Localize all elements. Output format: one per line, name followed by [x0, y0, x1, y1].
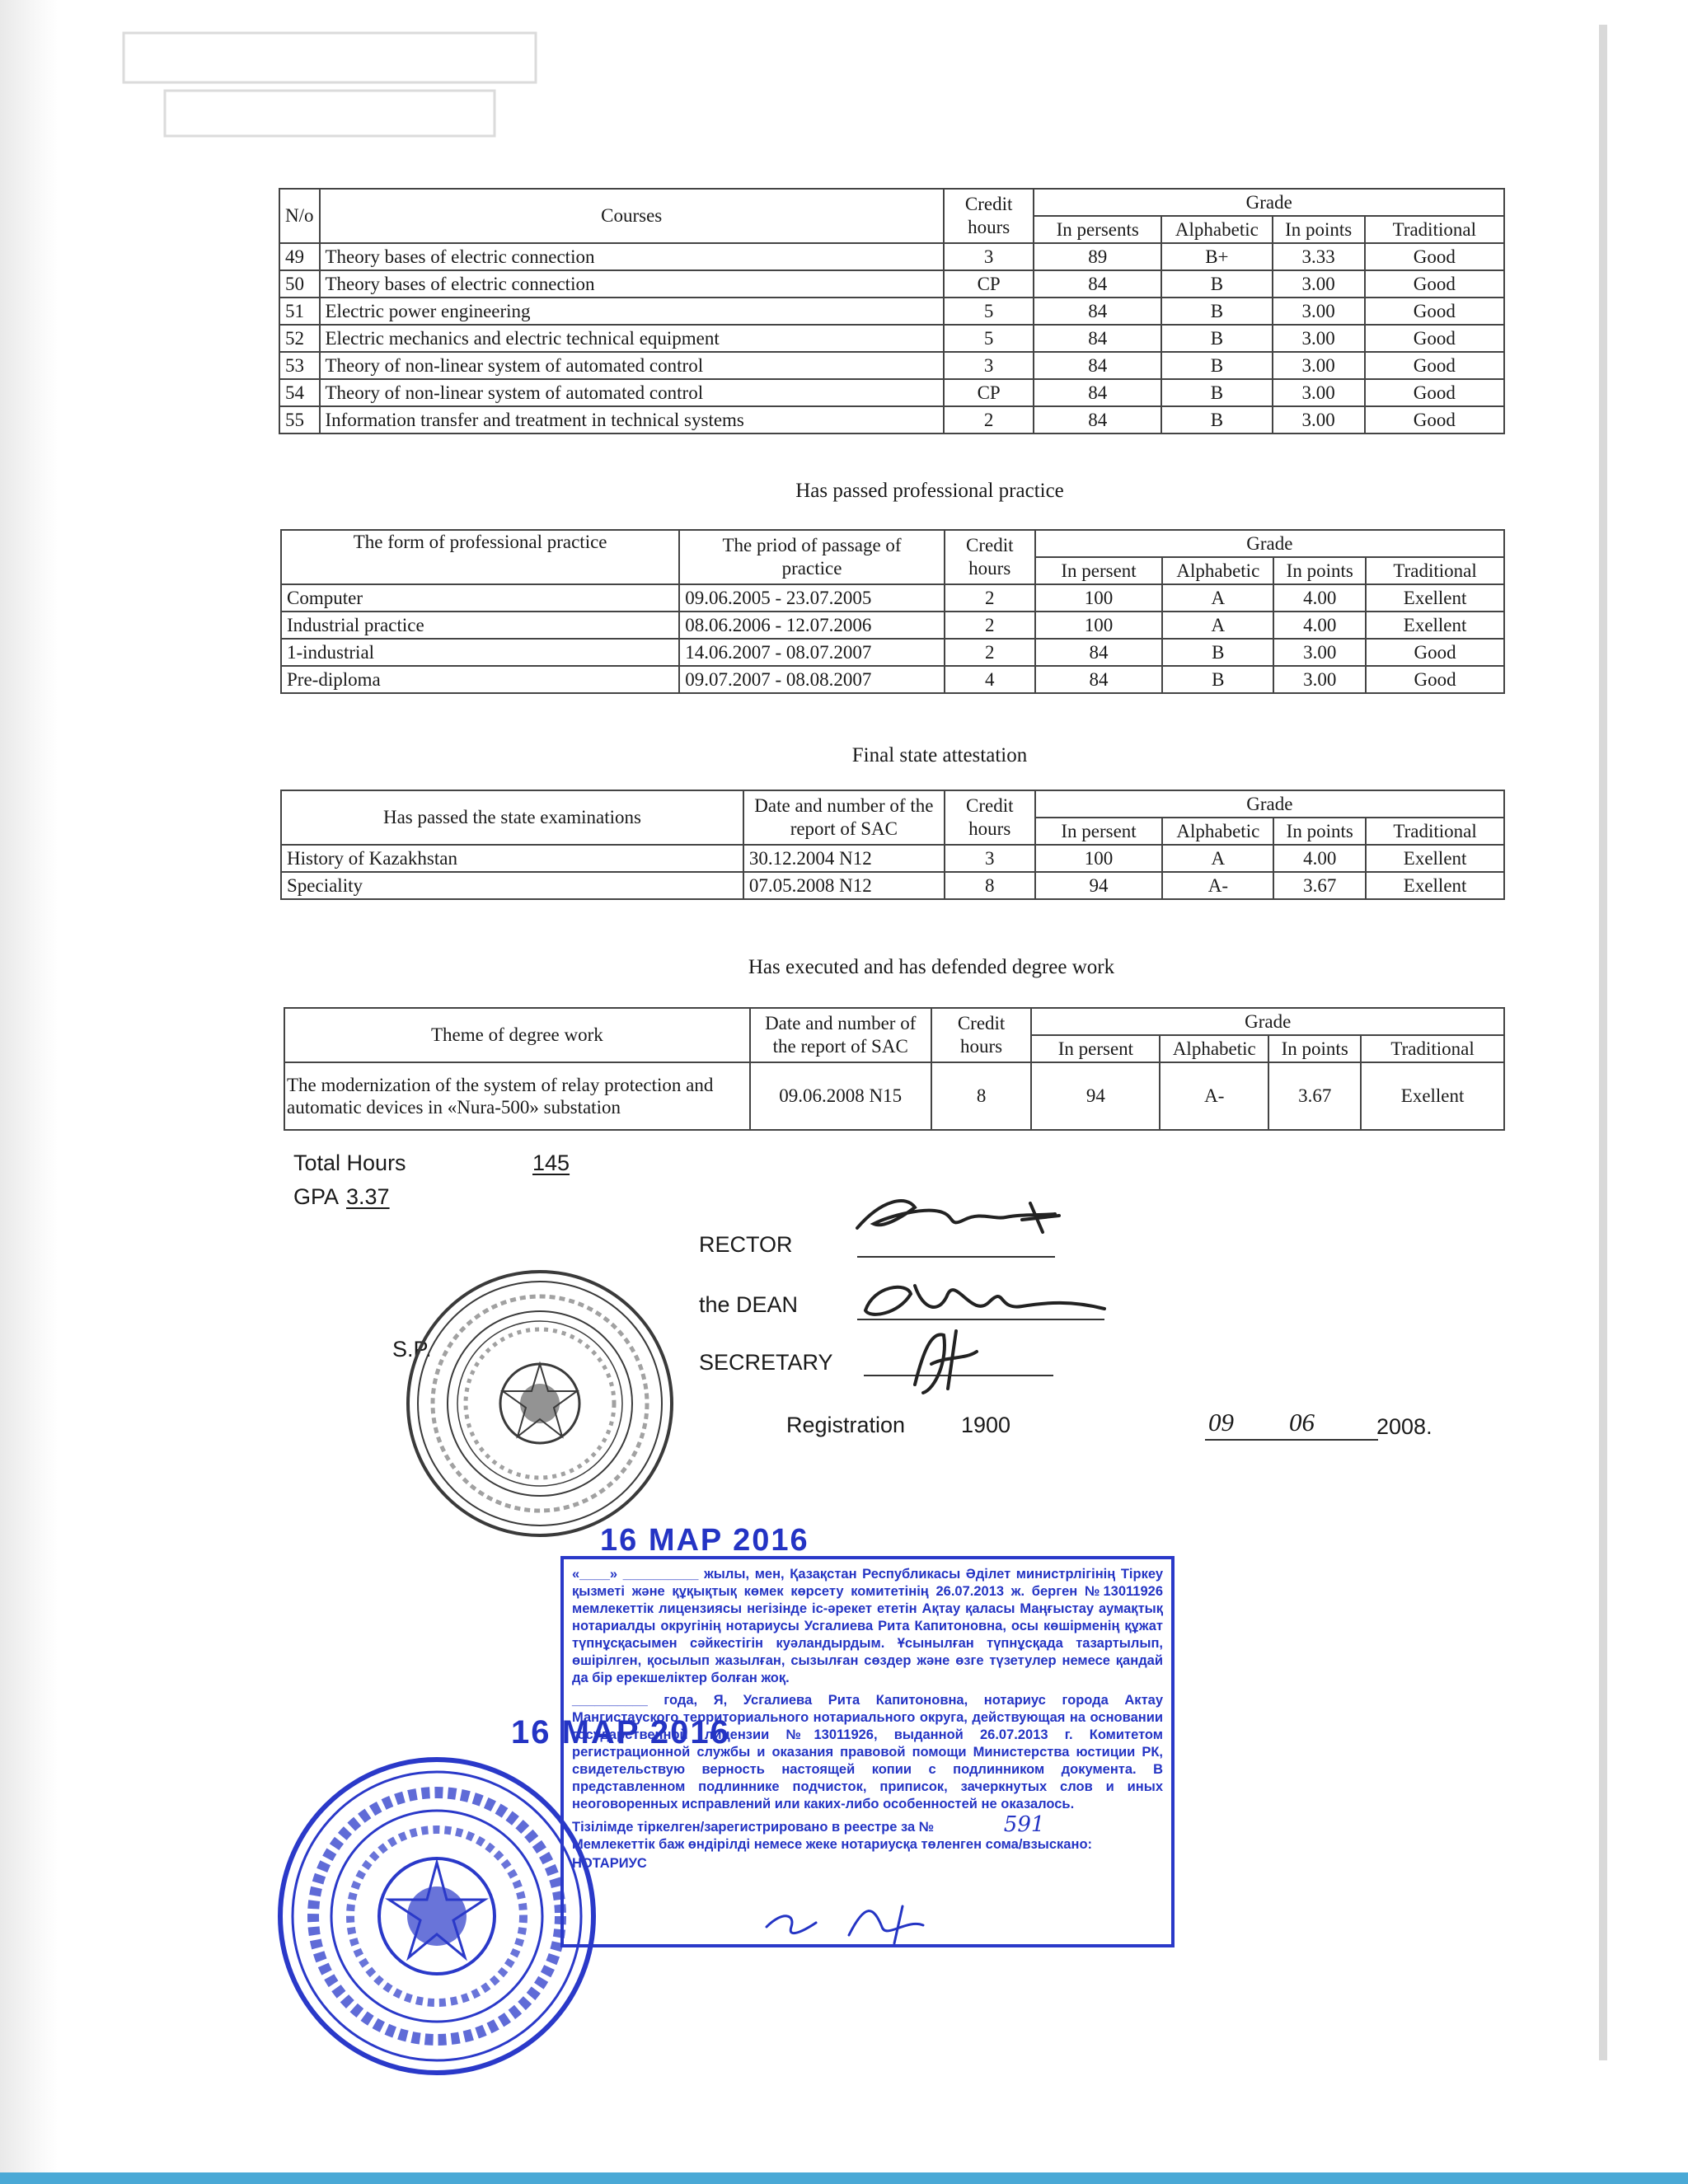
- cell-trad: Exellent: [1361, 1062, 1504, 1130]
- registration-month: 06: [1289, 1408, 1315, 1436]
- table-row: [279, 406, 1504, 434]
- header-in-points: In points: [1273, 216, 1365, 243]
- notary-certification-block: [560, 1556, 1175, 1947]
- header-credit-line2: hours: [960, 1036, 1003, 1057]
- cell-alpha: A: [1162, 584, 1273, 612]
- header-exams: Has passed the state examinations: [281, 790, 743, 845]
- header-credit: [931, 1008, 1032, 1062]
- header-credit-line1: Credit: [965, 795, 1014, 816]
- cell-theme-line1: The modernization of the system of relay protection and: [287, 1075, 714, 1095]
- cell-alpha: B: [1161, 352, 1273, 379]
- cell-percent: 84: [1034, 352, 1161, 379]
- cell-percent: 84: [1035, 639, 1163, 666]
- practice-title: Has passed professional practice: [795, 480, 1064, 502]
- table-row: [281, 612, 1504, 639]
- rector-label: RECTOR: [699, 1232, 793, 1257]
- header-no: N/o: [279, 189, 320, 243]
- cell-credit: 3: [944, 352, 1034, 379]
- header-in-percent: In persent: [1035, 818, 1163, 845]
- cell-theme: [284, 1062, 750, 1130]
- cell-percent: 100: [1035, 612, 1163, 639]
- cell-period: 08.06.2006 - 12.07.2006: [679, 612, 945, 639]
- cell-exam: History of Kazakhstan: [281, 845, 743, 872]
- cell-points: 3.00: [1273, 379, 1365, 406]
- cell-points: 3.00: [1273, 666, 1366, 693]
- cell-alpha: B: [1161, 379, 1273, 406]
- cell-period: 14.06.2007 - 08.07.2007: [679, 639, 945, 666]
- header-in-points: In points: [1273, 818, 1366, 845]
- header-credit-line1: Credit: [965, 535, 1014, 555]
- cell-form: Industrial practice: [281, 612, 679, 639]
- notary-text-kazakh: «____» __________ жылы, мен, Қазақстан Республикасы Әділет министрлігінің Тіркеу қызметі және құқықтық көмек көрсету комитетінің 26.07.2013 ж. берген №13011926 мемлекеттік лицензиясы негізінде іс-әрекет ететін Ақтау қаласы Маңғыстау аумақтық нотариалды округінің нотариусы Усгалиева Рита Капитоновна, осы көшірменің құжат түпнұсқасымен сәйкестігін куәландырдым. Ұсынылған түпнұсқада тазартылып, өшірілген, қосылып жазылған, сызылған сөздер және өзге түзетулер немесе қандай да бір ерекшеліктер болған жоқ.: [572, 1567, 1163, 1685]
- header-date: [750, 1008, 931, 1062]
- cell-no: 53: [279, 352, 320, 379]
- header-grade: Grade: [1034, 189, 1504, 216]
- scan-edge-bottom: [0, 2172, 1688, 2184]
- cell-alpha: B: [1161, 270, 1273, 298]
- cell-credit: 2: [945, 612, 1035, 639]
- cell-percent: 100: [1035, 845, 1163, 872]
- header-period-line1: The priod of passage of: [722, 535, 902, 555]
- cell-alpha: A-: [1162, 872, 1273, 899]
- cell-trad: Good: [1365, 270, 1504, 298]
- cell-course: Theory of non-linear system of automated control: [320, 379, 944, 406]
- cell-trad: Good: [1365, 325, 1504, 352]
- total-hours-value: 145: [532, 1151, 570, 1175]
- cell-credit: 2: [945, 584, 1035, 612]
- notary-label: НОТАРИУС: [572, 1856, 647, 1871]
- cell-date: 09.06.2008 N15: [750, 1062, 931, 1130]
- cell-form: Computer: [281, 584, 679, 612]
- cell-points: 3.67: [1268, 1062, 1361, 1130]
- rector-sign-line: [857, 1256, 1055, 1258]
- notary-text-russian: __________ года, Я, Усгалиева Рита Капитоновна, нотариус города Актау Мангистауского территориального нотариального округа, действующая на основании государственной лицензии №13011926, выданной 26.07.2013 г. Комитетом регистрационной службы и оказания правовой помощи Министерства юстиции РК, свидетельствую верность настоящей копии с подлинником документа. В представленном подлиннике подчисток, приписок, зачеркнутых слов и иных неоговоренных исправлений или каких-либо особенностей не оказалось.: [572, 1693, 1163, 1811]
- header-traditional: Traditional: [1366, 818, 1504, 845]
- header-traditional: Traditional: [1361, 1035, 1504, 1062]
- cell-exam: Speciality: [281, 872, 743, 899]
- cell-no: 54: [279, 379, 320, 406]
- table-row: [284, 1062, 1504, 1130]
- cell-course: Theory bases of electric connection: [320, 270, 944, 298]
- cell-trad: Good: [1366, 639, 1504, 666]
- cell-points: 4.00: [1273, 845, 1366, 872]
- header-in-percent: In persent: [1035, 557, 1163, 584]
- degree-title: Has executed and has defended degree work: [748, 956, 1115, 978]
- cell-alpha: A-: [1160, 1062, 1268, 1130]
- cell-form: Pre-diploma: [281, 666, 679, 693]
- cell-alpha: B: [1161, 325, 1273, 352]
- header-grade: Grade: [1031, 1008, 1504, 1035]
- cell-credit: 8: [931, 1062, 1032, 1130]
- notary-registry-line: [572, 1812, 1163, 1837]
- total-hours-label: Total Hours: [293, 1151, 406, 1175]
- notary-date-stamp-mid: 16 MAP 2016: [511, 1714, 730, 1750]
- cell-points: 3.00: [1273, 298, 1365, 325]
- header-date-line2: report of SAC: [790, 818, 898, 839]
- registration-day: 09: [1208, 1408, 1234, 1436]
- cell-percent: 84: [1035, 666, 1163, 693]
- cell-alpha: B: [1162, 666, 1273, 693]
- notary-date-stamp-top: 16 MAP 2016: [600, 1523, 809, 1558]
- cell-course: Electric power engineering: [320, 298, 944, 325]
- cell-points: 3.00: [1273, 406, 1365, 434]
- degree-table: [284, 1007, 1505, 1131]
- table-row: [279, 298, 1504, 325]
- header-grade: Grade: [1035, 530, 1504, 557]
- header-theme: Theme of degree work: [284, 1008, 750, 1062]
- cell-points: 3.67: [1273, 872, 1366, 899]
- cell-trad: Exellent: [1366, 845, 1504, 872]
- cell-alpha: B: [1162, 639, 1273, 666]
- header-credit-line2: hours: [968, 558, 1011, 579]
- header-courses: Courses: [320, 189, 944, 243]
- cell-period: 09.07.2007 - 08.08.2007: [679, 666, 945, 693]
- cell-percent: 84: [1034, 379, 1161, 406]
- cell-no: 51: [279, 298, 320, 325]
- registration-label: Registration: [786, 1413, 906, 1437]
- cell-date: 30.12.2004 N12: [743, 845, 945, 872]
- table-row: [279, 243, 1504, 270]
- header-credit-line2: hours: [968, 818, 1011, 839]
- cell-points: 3.00: [1273, 270, 1365, 298]
- cell-alpha: B+: [1161, 243, 1273, 270]
- courses-table: [279, 188, 1505, 434]
- scan-shadow-left: [0, 0, 58, 2184]
- registration-number: 1900: [961, 1413, 1011, 1437]
- cell-credit: 3: [944, 243, 1034, 270]
- notary-registry-text: Тізілімде тіркелген/зарегистрировано в реестре за №: [572, 1820, 935, 1835]
- sp-label: S.P.: [392, 1337, 432, 1361]
- table-row: [279, 270, 1504, 298]
- table-row: [279, 325, 1504, 352]
- cell-form: 1-industrial: [281, 639, 679, 666]
- header-credit-line1: Credit: [964, 194, 1013, 214]
- header-grade: Grade: [1035, 790, 1504, 818]
- table-row: [281, 639, 1504, 666]
- table-row: [281, 584, 1504, 612]
- cell-theme-line2: automatic devices in «Nura-500» substation: [287, 1097, 621, 1118]
- attestation-title: Final state attestation: [851, 744, 1028, 766]
- cell-trad: Good: [1365, 352, 1504, 379]
- header-period: [679, 530, 945, 584]
- cell-trad: Good: [1365, 406, 1504, 434]
- scan-shadow-right: [1599, 25, 1607, 2060]
- header-in-points: In points: [1273, 557, 1366, 584]
- table-row: [281, 845, 1504, 872]
- cell-percent: 84: [1034, 298, 1161, 325]
- table-row: [279, 352, 1504, 379]
- cell-points: 3.33: [1273, 243, 1365, 270]
- cell-points: 4.00: [1273, 612, 1366, 639]
- cell-credit: 5: [944, 298, 1034, 325]
- registration-year: 2008.: [1376, 1414, 1432, 1439]
- cell-period: 09.06.2005 - 23.07.2005: [679, 584, 945, 612]
- notary-signature: [758, 1894, 973, 1952]
- notary-registry-number: 591: [1003, 1812, 1045, 1837]
- cell-percent: 94: [1035, 872, 1163, 899]
- cell-credit: 4: [945, 666, 1035, 693]
- cell-credit: 3: [945, 845, 1035, 872]
- header-traditional: Traditional: [1366, 557, 1504, 584]
- cell-credit: CP: [944, 379, 1034, 406]
- header-credit: [945, 530, 1035, 584]
- registration-date-line: [1205, 1439, 1378, 1441]
- cell-percent: 84: [1034, 270, 1161, 298]
- cell-no: 52: [279, 325, 320, 352]
- header-alphabetic: Alphabetic: [1161, 216, 1273, 243]
- header-form: The form of professional practice: [281, 530, 679, 584]
- practice-table: [280, 529, 1505, 694]
- cell-credit: 2: [944, 406, 1034, 434]
- cell-course: Information transfer and treatment in technical systems: [320, 406, 944, 434]
- cell-trad: Good: [1365, 243, 1504, 270]
- header-credit-line2: hours: [968, 217, 1010, 237]
- cell-trad: Good: [1365, 298, 1504, 325]
- cell-percent: 100: [1035, 584, 1163, 612]
- table-row: [281, 666, 1504, 693]
- rector-signature: [849, 1183, 1080, 1249]
- cell-no: 55: [279, 406, 320, 434]
- cell-date: 07.05.2008 N12: [743, 872, 945, 899]
- header-in-percent: In persent: [1031, 1035, 1160, 1062]
- university-seal-icon: [404, 1268, 676, 1540]
- header-traditional: Traditional: [1365, 216, 1504, 243]
- notary-seal-icon: [272, 1751, 602, 2081]
- cell-trad: Exellent: [1366, 872, 1504, 899]
- header-credit: [944, 189, 1034, 243]
- cell-credit: 5: [944, 325, 1034, 352]
- header-in-points: In points: [1268, 1035, 1361, 1062]
- cell-alpha: B: [1161, 298, 1273, 325]
- secretary-signature: [898, 1319, 997, 1401]
- table-row: [279, 379, 1504, 406]
- header-date-line1: Date and number of: [765, 1013, 917, 1033]
- cell-points: 3.00: [1273, 352, 1365, 379]
- table-row: [281, 872, 1504, 899]
- header-in-percent: In persents: [1034, 216, 1161, 243]
- cell-percent: 94: [1031, 1062, 1160, 1130]
- header-period-line2: practice: [781, 558, 842, 579]
- cell-points: 4.00: [1273, 584, 1366, 612]
- header-alphabetic: Alphabetic: [1160, 1035, 1268, 1062]
- header-credit: [945, 790, 1035, 845]
- header-date-line2: the report of SAC: [772, 1036, 908, 1057]
- cell-credit: 8: [945, 872, 1035, 899]
- header-date: [743, 790, 945, 845]
- cell-alpha: A: [1162, 845, 1273, 872]
- dean-label: the DEAN: [699, 1292, 799, 1317]
- header-date-line1: Date and number of the: [754, 795, 934, 816]
- cell-points: 3.00: [1273, 325, 1365, 352]
- cell-trad: Exellent: [1366, 584, 1504, 612]
- gpa-label: GPA: [293, 1184, 340, 1209]
- faded-stamp-ghost: [115, 25, 544, 148]
- cell-percent: 84: [1034, 325, 1161, 352]
- cell-trad: Good: [1366, 666, 1504, 693]
- cell-credit: 2: [945, 639, 1035, 666]
- cell-no: 49: [279, 243, 320, 270]
- cell-percent: 89: [1034, 243, 1161, 270]
- gpa-value: 3.37: [346, 1184, 390, 1209]
- notary-fee-line: Мемлекеттік баж өндірілді немесе жеке нотариусқа төленген сома/взыскано:: [572, 1837, 1093, 1852]
- attestation-table: [280, 790, 1505, 900]
- cell-alpha: B: [1161, 406, 1273, 434]
- cell-course: Electric mechanics and electric technical equipment: [320, 325, 944, 352]
- cell-course: Theory of non-linear system of automated control: [320, 352, 944, 379]
- cell-course: Theory bases of electric connection: [320, 243, 944, 270]
- cell-no: 50: [279, 270, 320, 298]
- cell-alpha: A: [1162, 612, 1273, 639]
- cell-trad: Exellent: [1366, 612, 1504, 639]
- cell-points: 3.00: [1273, 639, 1366, 666]
- cell-trad: Good: [1365, 379, 1504, 406]
- cell-credit: CP: [944, 270, 1034, 298]
- header-alphabetic: Alphabetic: [1162, 818, 1273, 845]
- header-alphabetic: Alphabetic: [1162, 557, 1273, 584]
- cell-percent: 84: [1034, 406, 1161, 434]
- secretary-label: SECRETARY: [699, 1350, 833, 1375]
- header-credit-line1: Credit: [957, 1013, 1006, 1033]
